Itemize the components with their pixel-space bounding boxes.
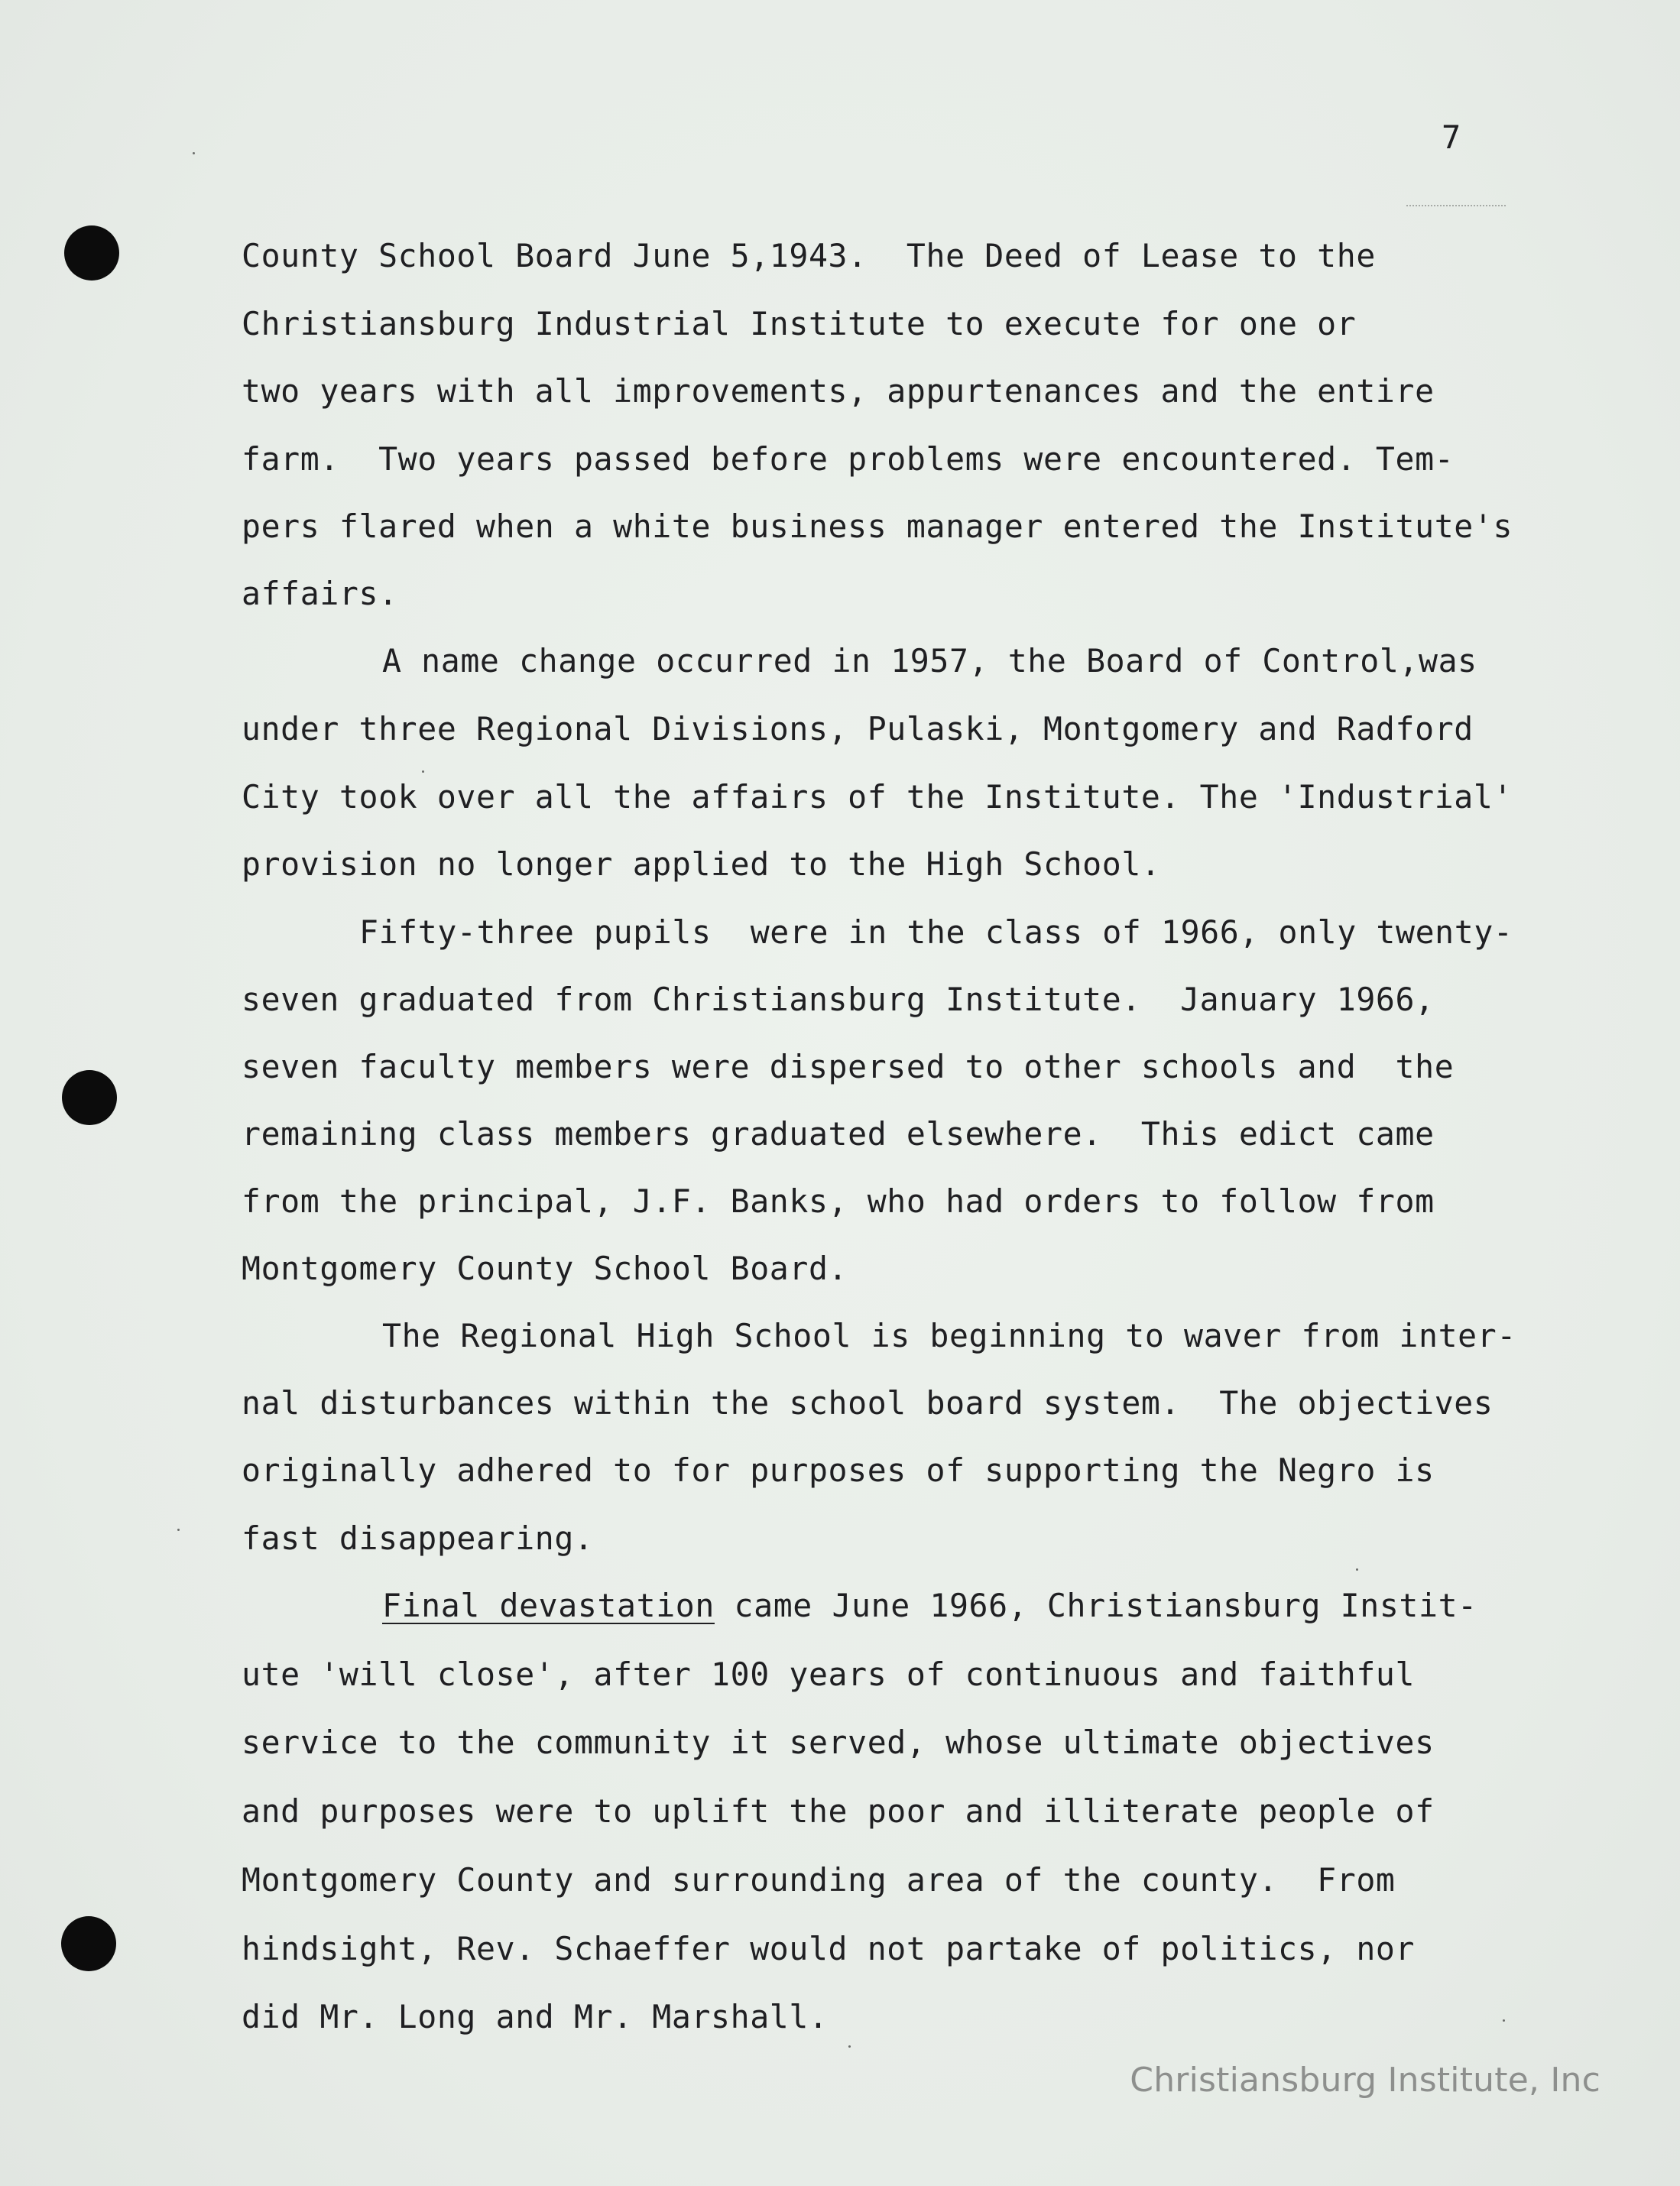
paragraph-start-line: The Regional High School is beginning to waver from inter- [382,1317,1516,1354]
text-line: hindsight, Rev. Schaeffer would not partake of politics, nor [242,1930,1416,1967]
text-line: seven graduated from Christiansburg Institute. January 1966, [242,981,1435,1018]
text-line: Montgomery County School Board. [242,1250,848,1287]
text-line: under three Regional Divisions, Pulaski, Montgomery and Radford [242,710,1474,748]
punch-hole-bottom [61,1916,116,1971]
text-line: remaining class members graduated elsewhere. This edict came [242,1115,1435,1153]
text-line: and purposes were to uplift the poor and illiterate people of [242,1792,1435,1830]
paper-speck [848,2045,851,2048]
text-line: County School Board June 5,1943. The Deed of Lease to the [242,237,1376,274]
paper-speck [1356,1568,1358,1571]
punch-hole-middle [62,1070,117,1125]
text-line: seven faculty members were dispersed to other schools and the [242,1048,1455,1085]
text-run: came June 1966, Christiansburg Instit- [714,1587,1477,1624]
text-line: originally adhered to for purposes of supporting the Negro is [242,1451,1435,1489]
text-line: fast disappearing. [242,1519,594,1557]
watermark: Christiansburg Institute, Inc [1130,2061,1601,2100]
paragraph-start-line: A name change occurred in 1957, the Board of Control,was [382,642,1477,679]
text-line: City took over all the affairs of the Institute. The 'Industrial' [242,778,1513,816]
text-line: pers flared when a white business manager entered the Institute's [242,508,1513,545]
text-line: from the principal, J.F. Banks, who had orders to follow from [242,1182,1435,1220]
text-line: nal disturbances within the school board system. The objectives [242,1384,1494,1422]
text-line: Christiansburg Industrial Institute to execute for one or [242,305,1357,342]
text-line: provision no longer applied to the High School. [242,845,1161,883]
text-line: ute 'will close', after 100 years of continuous and faithful [242,1656,1416,1693]
punch-hole-top [64,225,119,281]
page-number: 7 [1442,118,1462,156]
paper-speck [1503,2019,1505,2022]
text-line: Montgomery County and surrounding area of the county. From [242,1861,1396,1899]
text-line: affairs. [242,575,398,612]
paper-speck [193,152,195,154]
top-rule-mark [1406,205,1506,206]
paper-speck [177,1529,180,1531]
text-line: farm. Two years passed before problems were encountered. Tem- [242,440,1455,478]
paper-speck [422,770,424,773]
text-line: did Mr. Long and Mr. Marshall. [242,1998,829,2035]
paragraph-start-line [382,1587,1477,1625]
text-line: service to the community it served, whose ultimate objectives [242,1724,1435,1761]
text-line: two years with all improvements, appurtenances and the entire [242,372,1435,410]
underlined-phrase: Final devastation [382,1587,715,1624]
paragraph-start-line: Fifty-three pupils were in the class of 1966, only twenty- [359,913,1513,951]
